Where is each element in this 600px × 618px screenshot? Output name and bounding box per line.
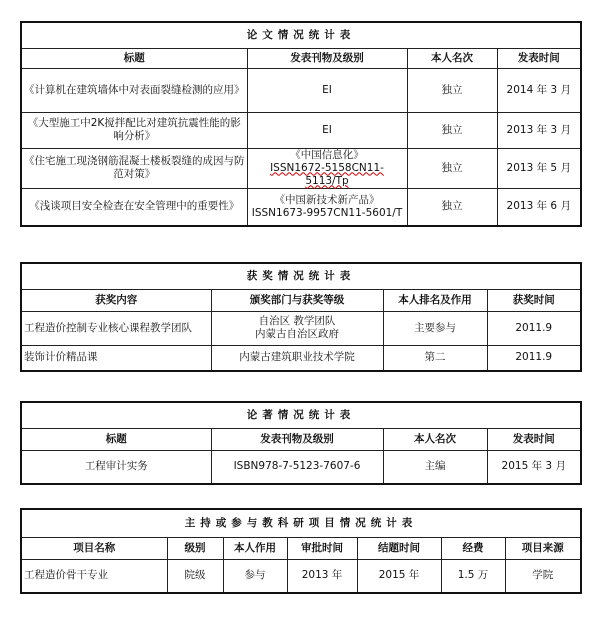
award-date: 2011.9 bbox=[487, 345, 581, 371]
paper-journal-cell bbox=[247, 188, 407, 226]
award-dept: 自治区 教学团队 bbox=[258, 315, 336, 327]
project-funds: 1.5 万 bbox=[441, 559, 505, 593]
award-content: 装饰计价精品课 bbox=[21, 345, 211, 371]
book-rank: 主编 bbox=[383, 450, 487, 484]
award-content: 工程造价控制专业核心课程教学团队 bbox=[21, 311, 211, 345]
papers-header-date: 发表时间 bbox=[497, 48, 581, 68]
table-row bbox=[21, 311, 581, 345]
awards-table bbox=[20, 262, 582, 372]
award-role: 主要参与 bbox=[383, 311, 487, 345]
papers-header-title: 标题 bbox=[21, 48, 247, 68]
award-dept: 内蒙古建筑职业技术学院 bbox=[211, 345, 383, 371]
paper-title: 《住宅施工现浇钢筋混凝土楼板裂缝的成因与防范对策》 bbox=[21, 148, 247, 188]
paper-journal: 《中国新技术新产品》 bbox=[274, 193, 380, 206]
papers-header-rank: 本人名次 bbox=[407, 48, 497, 68]
project-role: 参与 bbox=[223, 559, 287, 593]
awards-header-role: 本人排名及作用 bbox=[383, 289, 487, 311]
projects-header-name: 项目名称 bbox=[21, 537, 167, 559]
paper-journal: EI bbox=[247, 112, 407, 148]
paper-journal-cell bbox=[247, 148, 407, 188]
award-date: 2011.9 bbox=[487, 311, 581, 345]
projects-table-title: 主持或参与教科研项目情况统计表 bbox=[21, 509, 581, 537]
project-finished: 2015 年 bbox=[357, 559, 441, 593]
projects-header-funds: 经费 bbox=[441, 537, 505, 559]
awards-header-dept: 颁奖部门与获奖等级 bbox=[211, 289, 383, 311]
awards-header-date: 获奖时间 bbox=[487, 289, 581, 311]
projects-header-source: 项目来源 bbox=[505, 537, 581, 559]
paper-issn: ISSN1673-9957CN11-5601/T bbox=[251, 206, 403, 219]
table-row bbox=[21, 148, 581, 188]
award-dept-cell bbox=[211, 311, 383, 345]
projects-header-approved: 审批时间 bbox=[287, 537, 357, 559]
books-table bbox=[20, 401, 582, 485]
paper-journal: EI bbox=[247, 68, 407, 112]
projects-header-role: 本人作用 bbox=[223, 537, 287, 559]
books-header-date: 发表时间 bbox=[487, 428, 581, 450]
papers-table-title: 论文情况统计表 bbox=[21, 22, 581, 48]
books-header-title: 标题 bbox=[21, 428, 211, 450]
paper-rank: 独立 bbox=[407, 148, 497, 188]
paper-date: 2014 年 3 月 bbox=[497, 68, 581, 112]
book-isbn: ISBN978-7-5123-7607-6 bbox=[211, 450, 383, 484]
papers-table bbox=[20, 21, 582, 227]
table-row bbox=[21, 559, 581, 593]
book-date: 2015 年 3 月 bbox=[487, 450, 581, 484]
paper-title: 《浅谈项目安全检查在安全管理中的重要性》 bbox=[21, 188, 247, 226]
project-name: 工程造价骨干专业 bbox=[21, 559, 167, 593]
awards-header-content: 获奖内容 bbox=[21, 289, 211, 311]
table-row bbox=[21, 68, 581, 112]
books-header-journal: 发表刊物及级别 bbox=[211, 428, 383, 450]
paper-date: 2013 年 6 月 bbox=[497, 188, 581, 226]
paper-title: 《计算机在建筑墙体中对表面裂缝检测的应用》 bbox=[21, 68, 247, 112]
paper-issn: ISSN1672-5158CN11-5113/Tp bbox=[270, 161, 384, 187]
paper-rank: 独立 bbox=[407, 188, 497, 226]
paper-date: 2013 年 3 月 bbox=[497, 112, 581, 148]
award-dept-2: 内蒙古自治区政府 bbox=[255, 328, 339, 340]
paper-date: 2013 年 5 月 bbox=[497, 148, 581, 188]
project-approved: 2013 年 bbox=[287, 559, 357, 593]
projects-header-finished: 结题时间 bbox=[357, 537, 441, 559]
table-row bbox=[21, 345, 581, 371]
table-row bbox=[21, 450, 581, 484]
books-header-rank: 本人名次 bbox=[383, 428, 487, 450]
papers-header-journal: 发表刊物及级别 bbox=[247, 48, 407, 68]
project-level: 院级 bbox=[167, 559, 223, 593]
book-title: 工程审计实务 bbox=[21, 450, 211, 484]
paper-journal: 《中国信息化》 bbox=[290, 148, 364, 161]
books-table-title: 论著情况统计表 bbox=[21, 402, 581, 428]
projects-table bbox=[20, 508, 582, 594]
award-role: 第二 bbox=[383, 345, 487, 371]
table-row bbox=[21, 112, 581, 148]
table-row bbox=[21, 188, 581, 226]
project-source: 学院 bbox=[505, 559, 581, 593]
paper-title: 《大型施工中2K搅拌配比对建筑抗震性能的影响分析》 bbox=[21, 112, 247, 148]
paper-rank: 独立 bbox=[407, 112, 497, 148]
paper-rank: 独立 bbox=[407, 68, 497, 112]
awards-table-title: 获奖情况统计表 bbox=[21, 263, 581, 289]
projects-header-level: 级别 bbox=[167, 537, 223, 559]
